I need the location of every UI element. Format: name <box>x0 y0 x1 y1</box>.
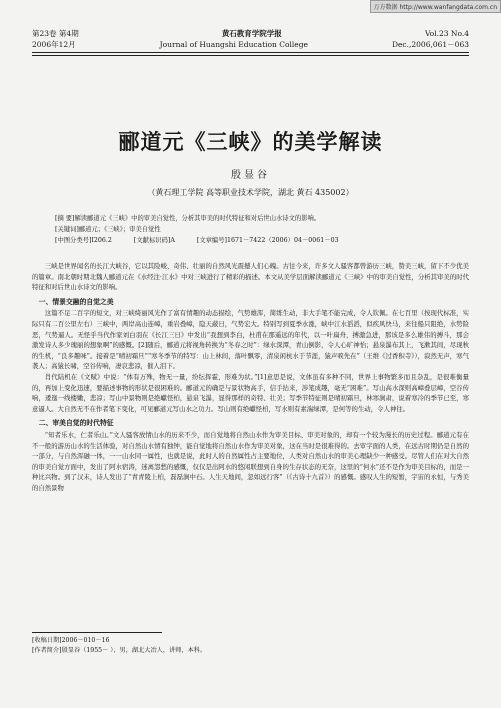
date-cn: 2006年12月 <box>32 40 76 49</box>
footnotes <box>32 636 206 656</box>
author-bio: [作者简介]殷显谷（1955－ ），男，湖北大冶人，讲师，本科。 <box>32 647 207 654</box>
date-en: Dec.,2006,061－063 <box>391 40 469 49</box>
header-rule-thin <box>32 55 469 56</box>
article-author: 殷显谷 <box>231 170 270 181</box>
journal-name-cn: 黄石教育学院学报 <box>221 29 282 38</box>
section-heading-1: 一、情景交融的自觉之美 <box>38 297 114 306</box>
abstract-summary: [摘 要]解读郦道元《三峡》中的审美自觉性，分析其审美的时代特征和对后世山水诗文的影响。 <box>55 215 321 222</box>
article-number: [文章编号]1671－7422（2006）04－0061－03 <box>196 237 339 244</box>
intro-paragraph: 三峡是世界闻名的长江大峡谷，它以其险峻、奇伟、壮丽的自然风光震撼人们心魄。古往今来，许多文人骚客都曾游历三峡，赞美三峡，留下不少优美的篇章。南北朝时期北魏人郦道元在《水经注·江水》中对三峡进行了精彩的描述。本文从美学层面解读郦道元《三峡》中的审美自觉性，分析其审美的时代特征和对后世山水诗文的影响。 <box>32 262 469 292</box>
abstract-block <box>55 213 445 246</box>
section2-paragraph-1: “知者乐水，仁者乐山。”文人骚客放情山水的历来不少，而自觉地将自然山水作为审美目标、审美对象的，却有一个较为漫长的历史过程。郦道元有在不一般的游历山水的生活体验，对自然山水情有独钟，能自觉地将自然山水作为审美对象，这在当时是很难得的。去审字面的人类，在远古时期仍是自然的一部分，与自然浑融一体，一一山水同一属性，也就是说，此时人的自然属性占主要地位，人类对自然山水的审美心理缺少一种感受。尽管人们在对大自然的审美自觉方面中，发出了阿水宿涛，迷离怨愁的感慨，仅仅是出阿水的悠闲联想到自身的生存状态的无奈，这里的“何水”还不是作为审美目标的，而是一种比兴物。到了汉末，诗人发出了“青青陵上柏，磊磊涧中石。人生天地间，忽如远行客”（《古诗十九首》）的感慨。感叹人生的短暂，宇宙的永恒，与秀美的自然景物 <box>32 430 469 492</box>
received-date: [收稿日期]2006－010－16 <box>32 637 110 644</box>
journal-name-en: Journal of Huangshi Education College <box>159 40 308 49</box>
journal-header <box>32 28 469 50</box>
volume-issue-cn: 第23卷 第4期 <box>32 29 79 38</box>
header-rule-thick <box>32 52 469 53</box>
footnote-rule <box>32 632 162 633</box>
section1-paragraph-2: 肖代陆机在《文赋》中说：“体有万殊，物无一量，纷纭挥霍，形难为状。”[1]意思是说，文体虽有多种不同，世界上事物繁多而且杂乱，是很难衡量的，再加上变化迅速，要描述事物的形状是很困难的。郦道元的确是与景状物高手，信手拈来，涉笔成趣，毫无“困难”。写山高水深则高嶂叠层嶂，空谷传响，逶迤一线楼嫩，悲凉；写山中景物则是绝巘怪柏，悬泉飞瀑，显得那样的奇特、壮美；写季节特征则是晴初霜旦，林寒涧肃，说着寒冷的季节已至，寒意逼人。大自然无不在作者笔下变化，可见郦道元写山水之功力。写山则有绝巘怪柏，写水则有素湍绿潭，是何等的生动，令人神往。 <box>32 372 469 413</box>
document-code: [文献标识码]A <box>133 237 175 244</box>
section-heading-2: 二、审美自觉的时代特征 <box>38 419 114 428</box>
abstract-keywords: [关键词]郦道元；《三峡》；审美自觉性 <box>55 226 161 233</box>
clc-number: [中图分类号]I206.2 <box>55 237 112 244</box>
section1-paragraph-1: 这篇不足二百字的短文，对三峡绮丽风光作了富有情趣的动态描绘，气势雄浑，简练生动，非大手笔不能完成，令人钦佩。在七百里（按现代标准，实际只有二百公里左右）三峡中，两岸高山连嶂，重岩叠嶂，隐天蔽日，气势宏大。特别写到夏季水涨，峡中江水滔滔，似疾风快马，来往船只阻绝，水势险恶，气势逼人。无怪乎当代作家刘白羽在《长江三日》中发出“我想到李白，杜甫在那遥远的年代，以一叶扁舟，搏激急进，那该是多么雄伟的搏斗，那会激发诗人多少瑰丽的想象啊”的感慨。[2]随后，郦道元将视角转换为“冬春之时”：绿水深潭，青山倒影，令人心旷神怡；悬泉瀑布其上，飞漱其间，尽现秋的生机，“良多趣味”。接着是“晴初霜旦”“寒冬季节的特写：山上林间，落叶飘零，清泉闲杭水于节涯，猿声唳先在”（王维《过香积寺》），寂然无声，寒气袭人；高猿长啸，空谷传响，凄哀悲凉，催人泪下。 <box>32 309 469 371</box>
author-affiliation: （黄石理工学院 高等职业技术学院，湖北 黄石 435002） <box>147 188 354 197</box>
article-body <box>32 261 469 493</box>
watermark-label: 万方数据 http://www.wanfangdata.com.cn <box>370 0 501 13</box>
volume-issue-en: Vol.23 No.4 <box>424 29 469 38</box>
article-title: 郦道元《三峡》的美学解读 <box>118 129 383 154</box>
classification-row <box>55 235 445 246</box>
